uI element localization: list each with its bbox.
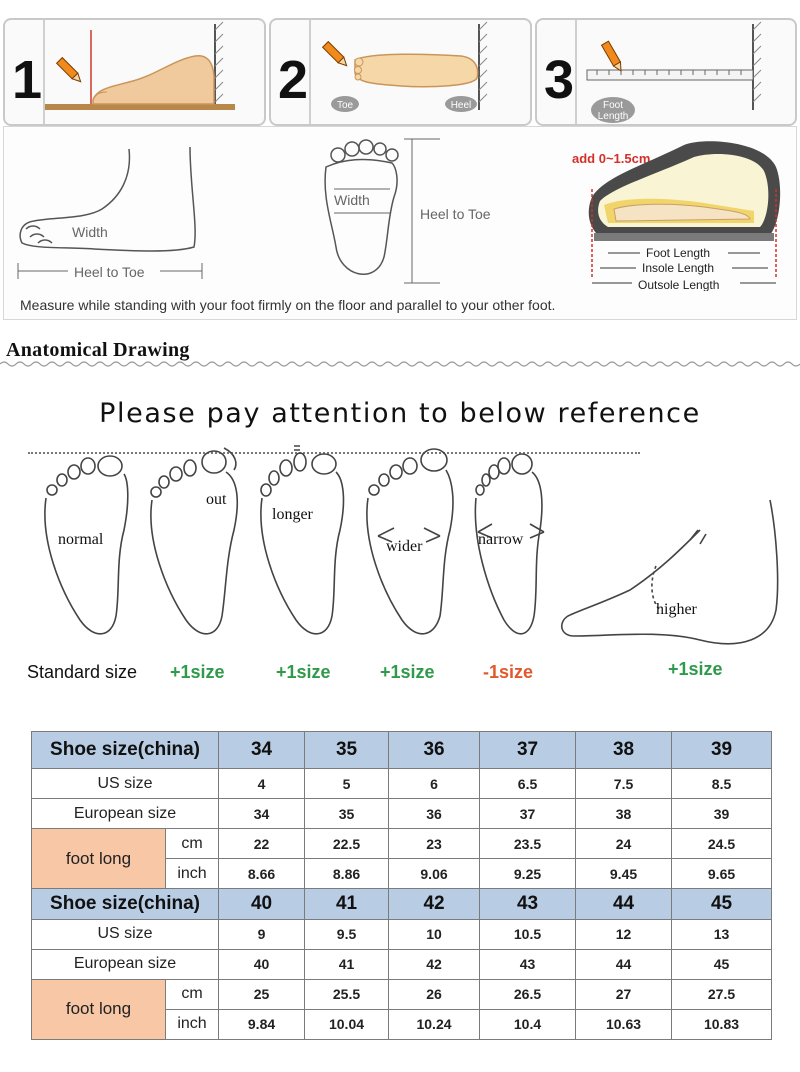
- table-row: [32, 799, 772, 829]
- header-label: Shoe size(china): [32, 732, 219, 769]
- size-standard: Standard size: [27, 662, 138, 682]
- foot-length-line2: Length: [597, 111, 629, 122]
- table-cell: 36: [389, 732, 480, 769]
- table-cell: 22.5: [305, 829, 389, 859]
- measure-illustrations: [4, 127, 798, 291]
- table-cell: 10.04: [305, 1009, 389, 1039]
- table-cell: 7.5: [576, 769, 672, 799]
- table-cell: 41: [305, 889, 389, 919]
- table-cell: 40: [219, 889, 305, 919]
- foot-higher-outline: [562, 500, 778, 644]
- step-1-illustration: [45, 20, 264, 124]
- measure-panel: [3, 126, 797, 320]
- foot-long-label: foot long: [32, 979, 166, 1039]
- heel-label: Heel: [450, 100, 472, 111]
- size-chart-table: [31, 731, 772, 1040]
- table-cell: 36: [389, 799, 480, 829]
- foot-out-label: out: [206, 491, 227, 508]
- table-cell: 9: [219, 919, 305, 949]
- size-higher: +1size: [668, 659, 723, 679]
- add-note: add 0~1.5cm: [572, 151, 651, 166]
- table-cell: 35: [305, 732, 389, 769]
- size-narrow: -1size: [483, 662, 534, 682]
- header-label: Shoe size(china): [32, 889, 219, 919]
- table-cell: 9.45: [576, 859, 672, 889]
- table-cell: 43: [480, 889, 576, 919]
- table-cell: 42: [389, 889, 480, 919]
- table-cell: 41: [305, 949, 389, 979]
- table-cell: 45: [672, 889, 772, 919]
- table-row: [32, 919, 772, 949]
- table-cell: 10.5: [480, 919, 576, 949]
- table-row: [32, 769, 772, 799]
- foot-narrow-label: narrow: [478, 531, 524, 548]
- measure-instruction: Measure while standing with your foot firmly on the floor and parallel to your other foot.: [20, 297, 556, 313]
- table-cell: 40: [219, 949, 305, 979]
- table-cell: 34: [219, 732, 305, 769]
- table-cell: 10.24: [389, 1009, 480, 1039]
- table-cell: 12: [576, 919, 672, 949]
- table-cell: 9.5: [305, 919, 389, 949]
- wavy-divider: [0, 360, 800, 368]
- sole-width-label: Width: [334, 192, 370, 208]
- outsole-length-label: Outsole Length: [638, 278, 720, 291]
- table-cell: 25.5: [305, 979, 389, 1009]
- step-1-number: 1: [11, 50, 43, 110]
- inch-unit-label: inch: [166, 1009, 219, 1039]
- table-cell: 10.63: [576, 1009, 672, 1039]
- table-cell: 27: [576, 979, 672, 1009]
- table-cell: 10.83: [672, 1009, 772, 1039]
- table-cell: 37: [480, 799, 576, 829]
- table-cell: 9.06: [389, 859, 480, 889]
- table-cell: 13: [672, 919, 772, 949]
- table-cell: 34: [219, 799, 305, 829]
- us-size-label: US size: [32, 919, 219, 949]
- table-cell: 38: [576, 799, 672, 829]
- table-cell: 22: [219, 829, 305, 859]
- table-cell: 8.86: [305, 859, 389, 889]
- foot-out-outline: [151, 448, 237, 634]
- foot-long-label: foot long: [32, 829, 166, 889]
- table-cell: 42: [389, 949, 480, 979]
- table-cell: 24.5: [672, 829, 772, 859]
- foot-wider-label: wider: [386, 538, 423, 555]
- table-cell: 4: [219, 769, 305, 799]
- foot-length-label: Foot Length: [646, 246, 711, 260]
- table-cell: 25: [219, 979, 305, 1009]
- us-size-label: US size: [32, 769, 219, 799]
- table-cell: 10.4: [480, 1009, 576, 1039]
- table-cell: 9.84: [219, 1009, 305, 1039]
- table-row: [32, 829, 772, 859]
- step-2-number: 2: [277, 50, 309, 110]
- step-3-panel: [535, 18, 797, 126]
- table-cell: 27.5: [672, 979, 772, 1009]
- table-cell: 10: [389, 919, 480, 949]
- table-cell: 8.66: [219, 859, 305, 889]
- foot-length-line1: Foot: [602, 100, 624, 111]
- step-2-illustration: [311, 20, 530, 124]
- cm-unit-label: cm: [166, 829, 219, 859]
- pencil-icon: [602, 41, 625, 73]
- table-cell: 38: [576, 732, 672, 769]
- insole-length-label: Insole Length: [642, 261, 715, 275]
- table-cell: 9.25: [480, 859, 576, 889]
- table-row: [32, 979, 772, 1009]
- step-3-illustration: [577, 20, 795, 124]
- step-3-number: 3: [543, 50, 575, 110]
- reference-feet: [0, 440, 800, 660]
- table-row: [32, 732, 772, 769]
- table-cell: 44: [576, 889, 672, 919]
- european-size-label: European size: [32, 799, 219, 829]
- table-cell: 39: [672, 799, 772, 829]
- table-cell: 9.65: [672, 859, 772, 889]
- european-size-label: European size: [32, 949, 219, 979]
- step-1-panel: [3, 18, 266, 126]
- table-cell: 6: [389, 769, 480, 799]
- table-cell: 5: [305, 769, 389, 799]
- table-row: [32, 949, 772, 979]
- table-cell: 37: [480, 732, 576, 769]
- pencil-icon: [57, 58, 84, 85]
- foot-higher-label: higher: [656, 601, 697, 618]
- table-row: [32, 889, 772, 919]
- table-cell: 43: [480, 949, 576, 979]
- table-cell: 39: [672, 732, 772, 769]
- foot-normal-label: normal: [58, 531, 104, 548]
- measuring-steps: [0, 18, 800, 126]
- foot-longer-label: longer: [272, 506, 313, 523]
- table-cell: 26: [389, 979, 480, 1009]
- size-wider: +1size: [380, 662, 435, 682]
- ruler: [587, 70, 753, 80]
- side-width-label: Width: [72, 224, 108, 240]
- size-out: +1size: [170, 662, 225, 682]
- table-cell: 24: [576, 829, 672, 859]
- toe-label: Toe: [336, 100, 354, 111]
- table-cell: 6.5: [480, 769, 576, 799]
- inch-unit-label: inch: [166, 859, 219, 889]
- table-cell: 8.5: [672, 769, 772, 799]
- cm-unit-label: cm: [166, 979, 219, 1009]
- foot-longer-outline: [261, 446, 344, 634]
- size-longer: +1size: [276, 662, 331, 682]
- table-cell: 23: [389, 829, 480, 859]
- sole-heel-to-toe-label: Heel to Toe: [420, 206, 491, 222]
- table-cell: 26.5: [480, 979, 576, 1009]
- pencil-icon: [323, 42, 350, 69]
- table-cell: 23.5: [480, 829, 576, 859]
- reference-title: Please pay attention to below reference: [99, 398, 701, 429]
- step-2-panel: [269, 18, 532, 126]
- table-cell: 35: [305, 799, 389, 829]
- table-cell: 45: [672, 949, 772, 979]
- section-title: Anatomical Drawing: [6, 339, 190, 361]
- side-heel-to-toe-label: Heel to Toe: [74, 264, 145, 280]
- table-cell: 44: [576, 949, 672, 979]
